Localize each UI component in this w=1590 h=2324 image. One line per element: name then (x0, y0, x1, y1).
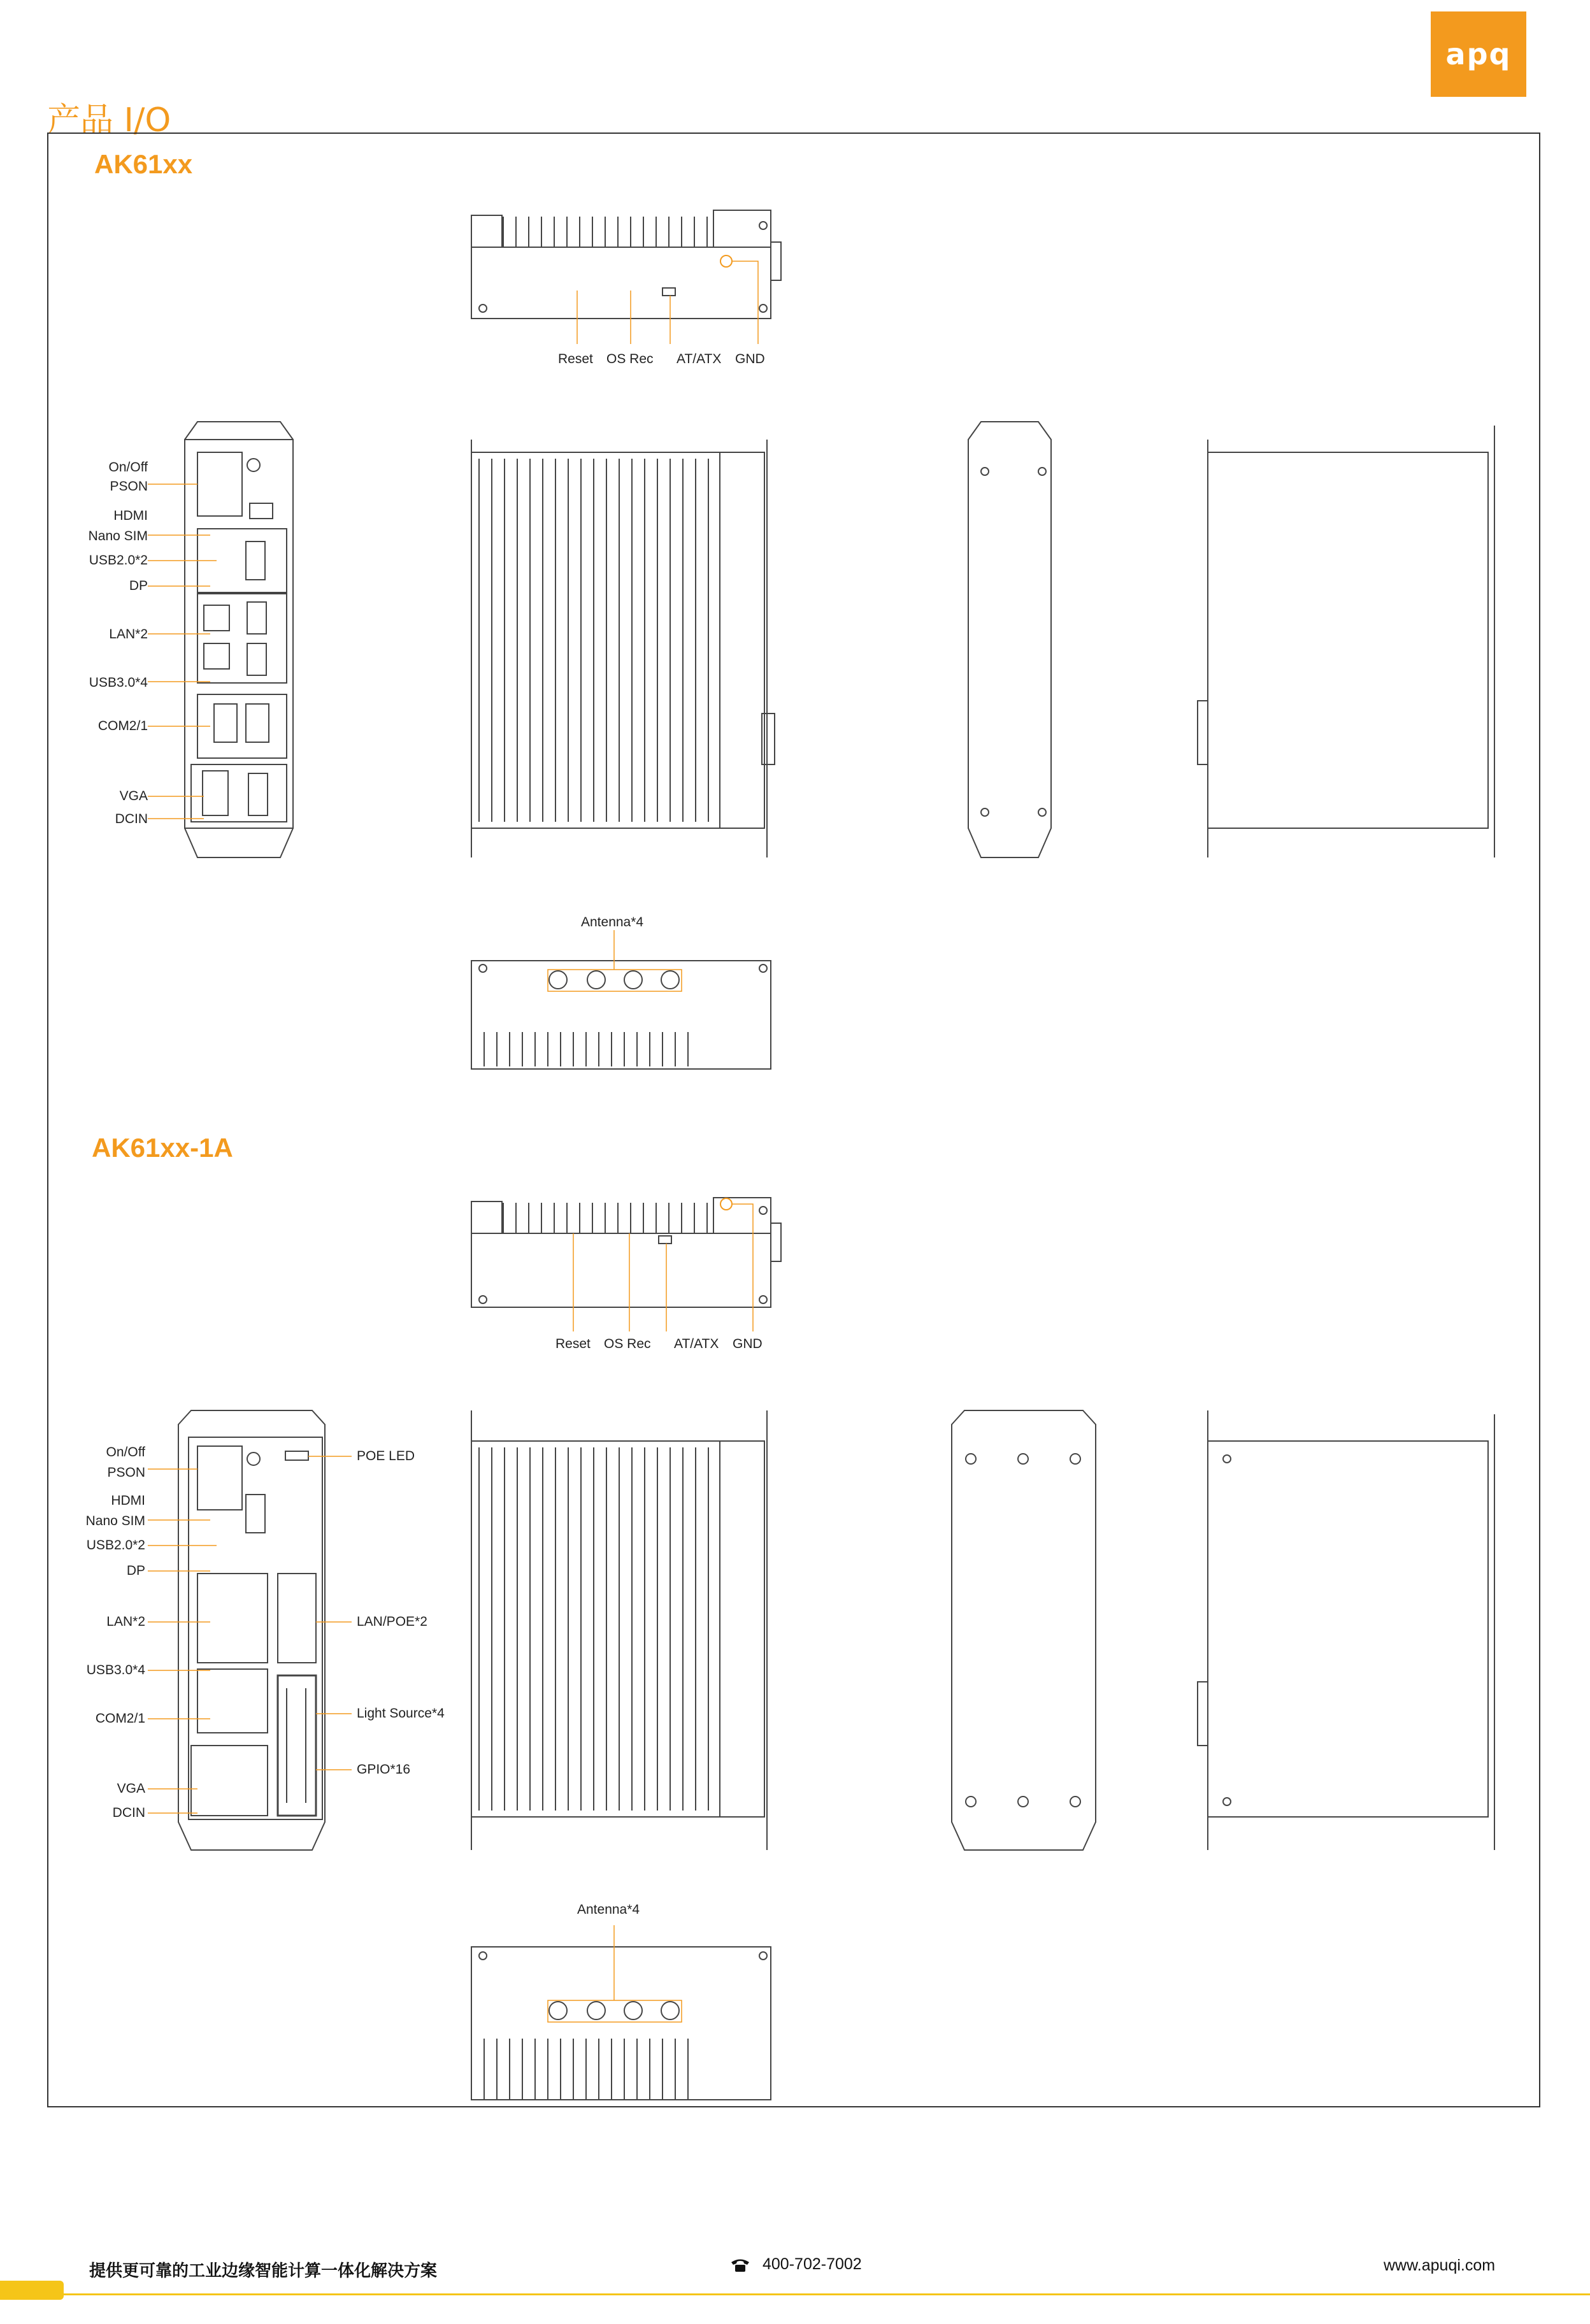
label-usb2-2: USB2.0*2 (86, 1538, 145, 1553)
heatsink-side-view-1 (471, 440, 775, 857)
label-on-off-2: On/Off (106, 1445, 145, 1460)
footer-slogan: 提供更可靠的工业边缘智能计算一体化解决方案 (89, 2262, 438, 2281)
back-plate-view-1 (968, 422, 1051, 857)
right-side-view-1 (1198, 426, 1494, 857)
footer-accent-bar (0, 2281, 64, 2300)
label-antenna-1: Antenna*4 (581, 915, 644, 929)
label-on-off-1: On/Off (108, 460, 148, 475)
label-lan-1: LAN*2 (109, 627, 148, 642)
label-usb3-2: USB3.0*4 (86, 1663, 145, 1677)
label-light-source: Light Source*4 (357, 1706, 445, 1721)
io-panel-view-1 (185, 422, 293, 857)
label-dp-2: DP (126, 1563, 145, 1578)
label-lan-2: LAN*2 (106, 1614, 145, 1629)
page-title: 产品 I/O (47, 101, 171, 140)
label-dp-1: DP (129, 578, 148, 593)
label-hdmi-2: HDMI (111, 1493, 145, 1508)
label-os-rec-2: OS Rec (604, 1337, 651, 1351)
label-at-atx-1: AT/ATX (677, 352, 722, 366)
label-com-2: COM2/1 (95, 1711, 145, 1726)
back-plate-view-2 (952, 1410, 1096, 1850)
callout-lines-left-1 (148, 484, 217, 819)
label-vga-1: VGA (119, 789, 148, 803)
label-pson-2: PSON (107, 1465, 145, 1480)
footer-divider (64, 2293, 1590, 2295)
model-title-1: AK61xx (94, 149, 193, 179)
label-gpio: GPIO*16 (357, 1762, 411, 1777)
label-os-rec-1: OS Rec (606, 352, 654, 366)
label-nano-sim-2: Nano SIM (85, 1514, 145, 1528)
label-reset-2: Reset (555, 1337, 591, 1351)
label-at-atx-2: AT/ATX (674, 1337, 719, 1351)
label-reset-1: Reset (558, 352, 593, 366)
bottom-view-2 (471, 1947, 771, 2100)
right-side-view-2 (1198, 1410, 1494, 1850)
footer-phone (729, 2255, 862, 2274)
label-antenna-2: Antenna*4 (577, 1902, 640, 1917)
top-view-2 (471, 1198, 781, 1307)
label-gnd-2: GND (733, 1337, 763, 1351)
label-vga-2: VGA (117, 1781, 145, 1796)
label-poe-led: POE LED (357, 1449, 415, 1463)
io-panel-view-2 (178, 1410, 325, 1850)
model-title-2: AK61xx-1A (92, 1133, 233, 1163)
top-view-1 (471, 210, 781, 319)
logo-text: apq (1445, 37, 1512, 71)
label-gnd-1: GND (735, 352, 765, 366)
callout-lines-top-2 (573, 1204, 753, 1331)
label-usb2-1: USB2.0*2 (89, 553, 148, 568)
label-lan-poe: LAN/POE*2 (357, 1614, 427, 1629)
label-dcin-1: DCIN (115, 812, 148, 826)
heatsink-side-view-2 (471, 1410, 767, 1850)
callout-lines-top-1 (577, 261, 758, 344)
footer-website[interactable]: www.apuqi.com (1384, 2256, 1496, 2274)
phone-number: 400-702-7002 (763, 2255, 862, 2273)
telephone-icon (729, 2256, 751, 2273)
label-com-1: COM2/1 (97, 719, 148, 733)
label-dcin-2: DCIN (112, 1805, 145, 1820)
label-pson-1: PSON (110, 479, 148, 494)
label-usb3-1: USB3.0*4 (89, 675, 148, 690)
bottom-view-1 (471, 961, 771, 1069)
label-nano-sim-1: Nano SIM (88, 529, 148, 543)
label-hdmi-1: HDMI (113, 508, 148, 523)
